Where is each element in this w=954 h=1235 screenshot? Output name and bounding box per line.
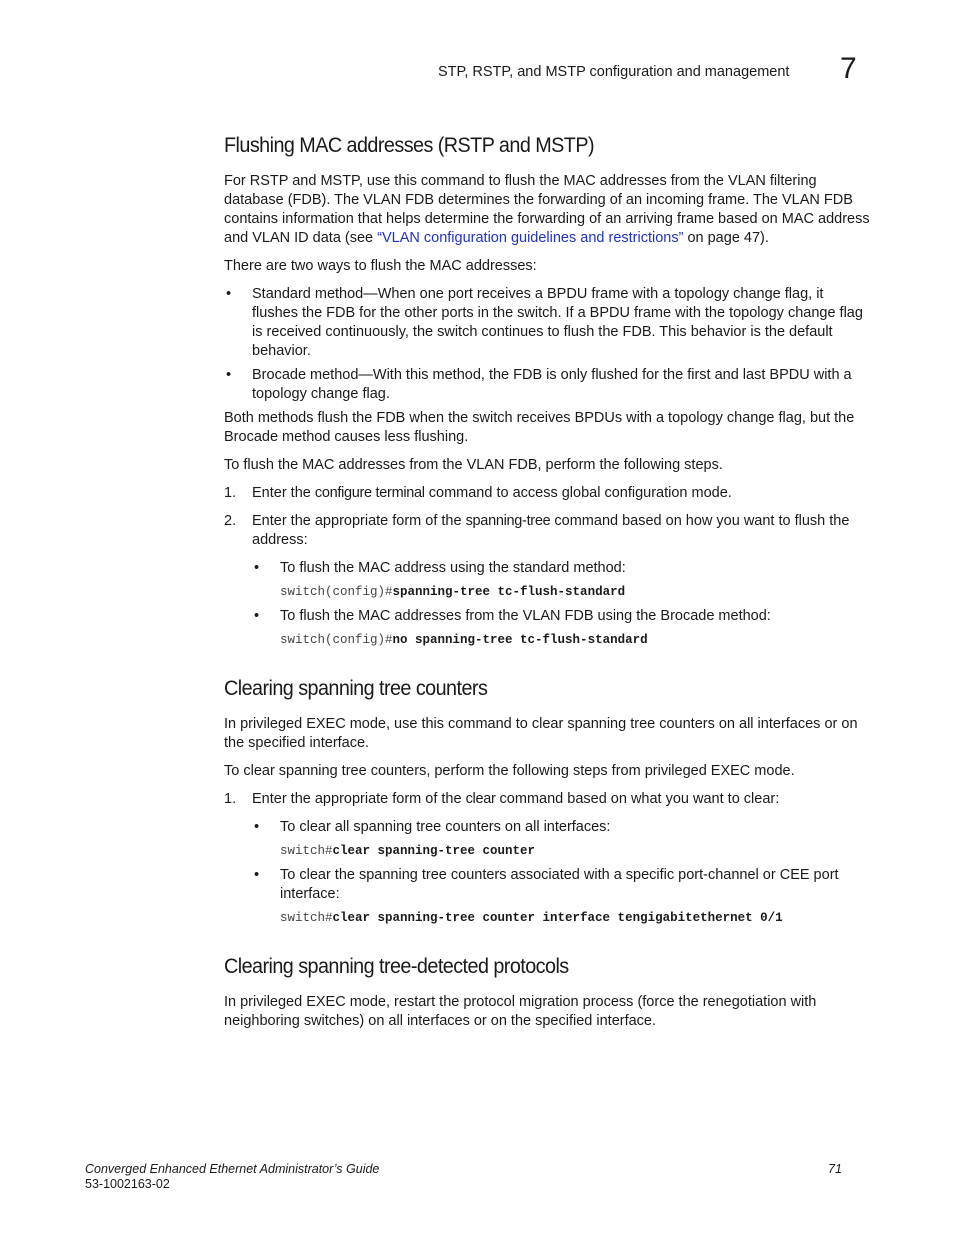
text: • To clear the spanning tree counters associated with a specific port-channel or CEE port interface: [280,867,839,902]
section-title-clearing-counters: Clearing spanning tree counters [224,676,488,700]
text: command based on what you want to clear: [495,791,780,807]
sub-item [252,818,870,859]
text: command based on how you want to flush the address: [252,513,850,548]
paragraph: To flush the MAC addresses from the VLAN FDB, perform the following steps. [224,457,723,473]
code-example [280,632,870,648]
step [224,790,870,926]
sub-item [252,607,870,648]
paragraph: Both methods flush the FDB when the switch receives BPDUs with a topology change flag, but the Brocade method causes less flushing. [224,410,855,445]
chapter-number: 7 [840,52,857,85]
cli-prompt: switch# [280,911,333,925]
command-name: configure terminal [314,485,425,501]
list-item: • Brocade method—With this method, the FDB is only flushed for the first and last BPDU with a topology change flag. [224,366,870,404]
cli-prompt: switch# [280,844,333,858]
flush-steps [224,484,870,648]
cli-command: clear spanning-tree counter [332,844,536,858]
sub-item [252,559,870,600]
page-number: 71 [828,1162,842,1176]
footer-doc-number: 53-1002163-02 [85,1177,170,1191]
step [224,484,870,503]
cli-command: no spanning-tree tc-flush-standard [392,633,648,647]
paragraph: In privileged EXEC mode, use this command to clear spanning tree counters on all interfaces or on the specified interface. [224,716,858,751]
text: Enter the [252,485,315,501]
paragraph [224,172,870,248]
code-example [280,843,870,859]
paragraph: To clear spanning tree counters, perform the following steps from privileged EXEC mode. [224,763,795,779]
step [224,512,870,648]
list-item: • Standard method—When one port receives a BPDU frame with a topology change flag, it flushes the FDB for the other ports in the switch. If a BPDU frame with the topology change flag is received continuously, the switch continues to flush the FDB. This behavior is the default behavior. [224,285,870,361]
text: • To flush the MAC addresses from the VLAN FDB using the Brocade method: [280,608,771,624]
section-title-flushing-mac: Flushing MAC addresses (RSTP and MSTP) [224,133,594,157]
cli-command: spanning-tree tc-flush-standard [392,585,626,599]
text: • To clear all spanning tree counters on all interfaces: [280,819,611,835]
step-number: 1. [224,485,237,501]
command-name: clear [465,791,496,807]
running-header: STP, RSTP, and MSTP configuration and management [438,64,790,80]
section-title-clearing-protocols: Clearing spanning tree-detected protocols [224,954,569,978]
code-example [280,910,870,926]
text: command to access global configuration mode. [424,485,732,501]
step-number: 2. [224,513,237,529]
text: For RSTP and MSTP, use this command to flush the MAC addresses from the VLAN filtering database (FDB). The VLAN FDB determines the forwarding of an incoming frame. The VLAN FDB contains information that helps determine the forwarding of an arriving frame based on MAC address and VLAN ID data (see [224,173,870,246]
clear-steps [224,790,870,926]
cross-reference-link[interactable]: “VLAN configuration guidelines and restrictions” [377,230,684,246]
paragraph: There are two ways to flush the MAC addresses: [224,258,537,274]
code-example [280,584,870,600]
text: Enter the appropriate form of the [252,513,466,529]
sub-item [252,866,870,926]
page-content [224,133,870,1040]
paragraph: In privileged EXEC mode, restart the protocol migration process (force the renegotiation with neighboring switches) on all interfaces or on the specified interface. [224,994,817,1029]
text: on page 47). [683,230,769,246]
command-name: spanning-tree [465,513,551,529]
text: Enter the appropriate form of the [252,791,466,807]
cli-command: clear spanning-tree counter interface tengigabitethernet 0/1 [332,911,783,925]
cli-prompt: switch(config)# [280,585,393,599]
cli-prompt: switch(config)# [280,633,393,647]
sub-list [252,559,870,648]
step-number: 1. [224,791,237,807]
footer-guide-title: Converged Enhanced Ethernet Administrator’s Guide [85,1162,380,1176]
methods-list [224,285,870,404]
sub-list [252,818,870,926]
text: • To flush the MAC address using the standard method: [280,560,626,576]
